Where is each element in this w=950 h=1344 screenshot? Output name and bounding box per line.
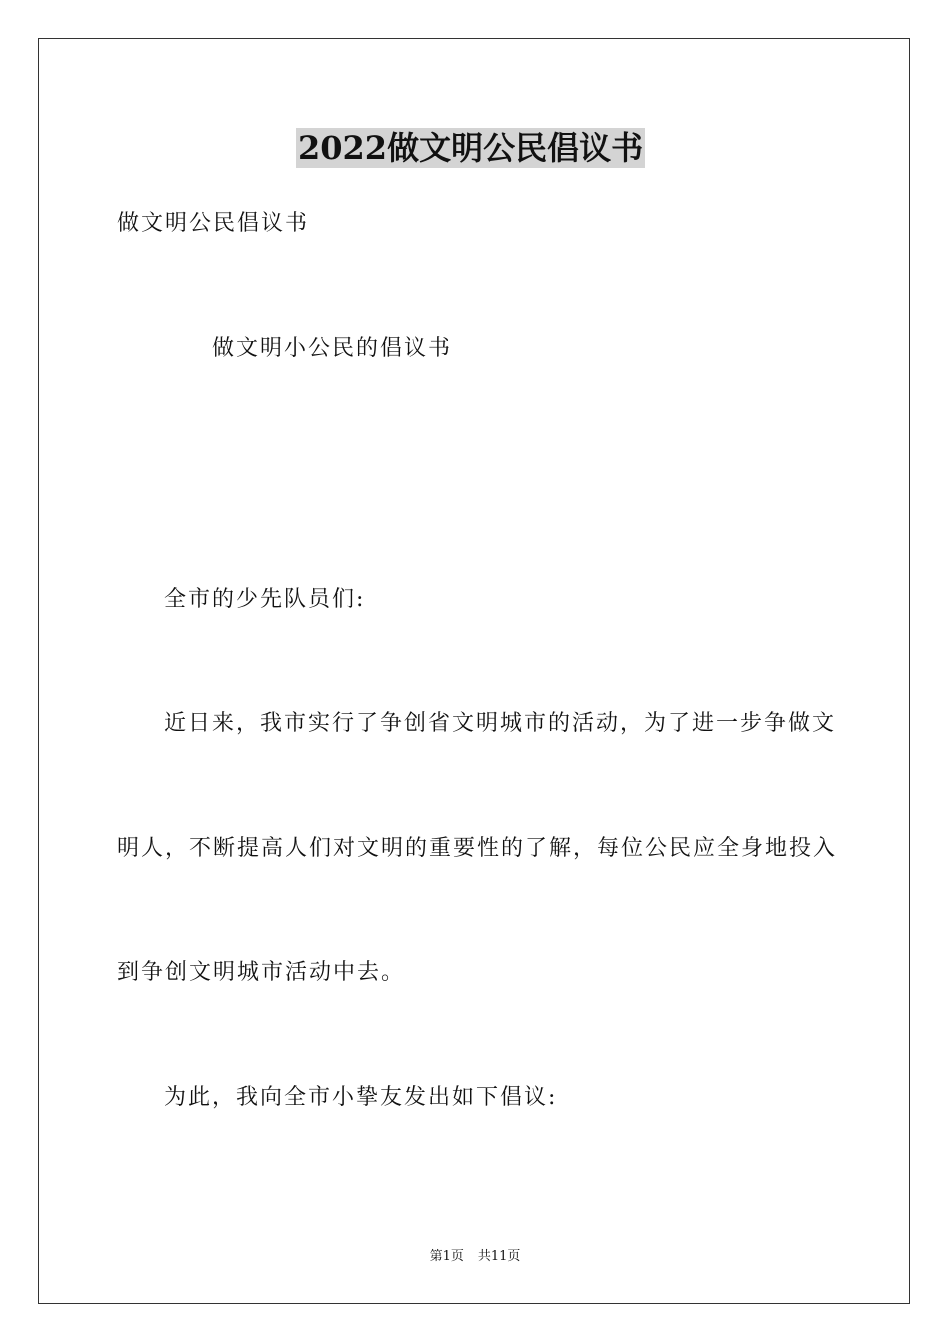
paragraph-1-line-2: 明人，不断提高人们对文明的重要性的了解，每位公民应全身地投入 [117,836,838,861]
paragraph-1-line-1: 近日来，我市实行了争创省文明城市的活动，为了进一步争做文 [164,711,837,736]
salutation: 全市的少先队员们: [164,587,366,612]
paragraph-2: 为此，我向全市小挚友发出如下倡议: [164,1085,558,1110]
page-number: 第1页 [429,1249,464,1264]
page-footer [0,1248,950,1266]
section-heading: 做文明小公民的倡议书 [212,336,453,361]
document-title: 2022做文明公民倡议书 [298,129,644,167]
paragraph-1-line-3: 到争创文明城市活动中去。 [117,960,406,985]
page-total: 共11页 [477,1249,521,1264]
document-subtitle: 做文明公民倡议书 [117,211,310,236]
